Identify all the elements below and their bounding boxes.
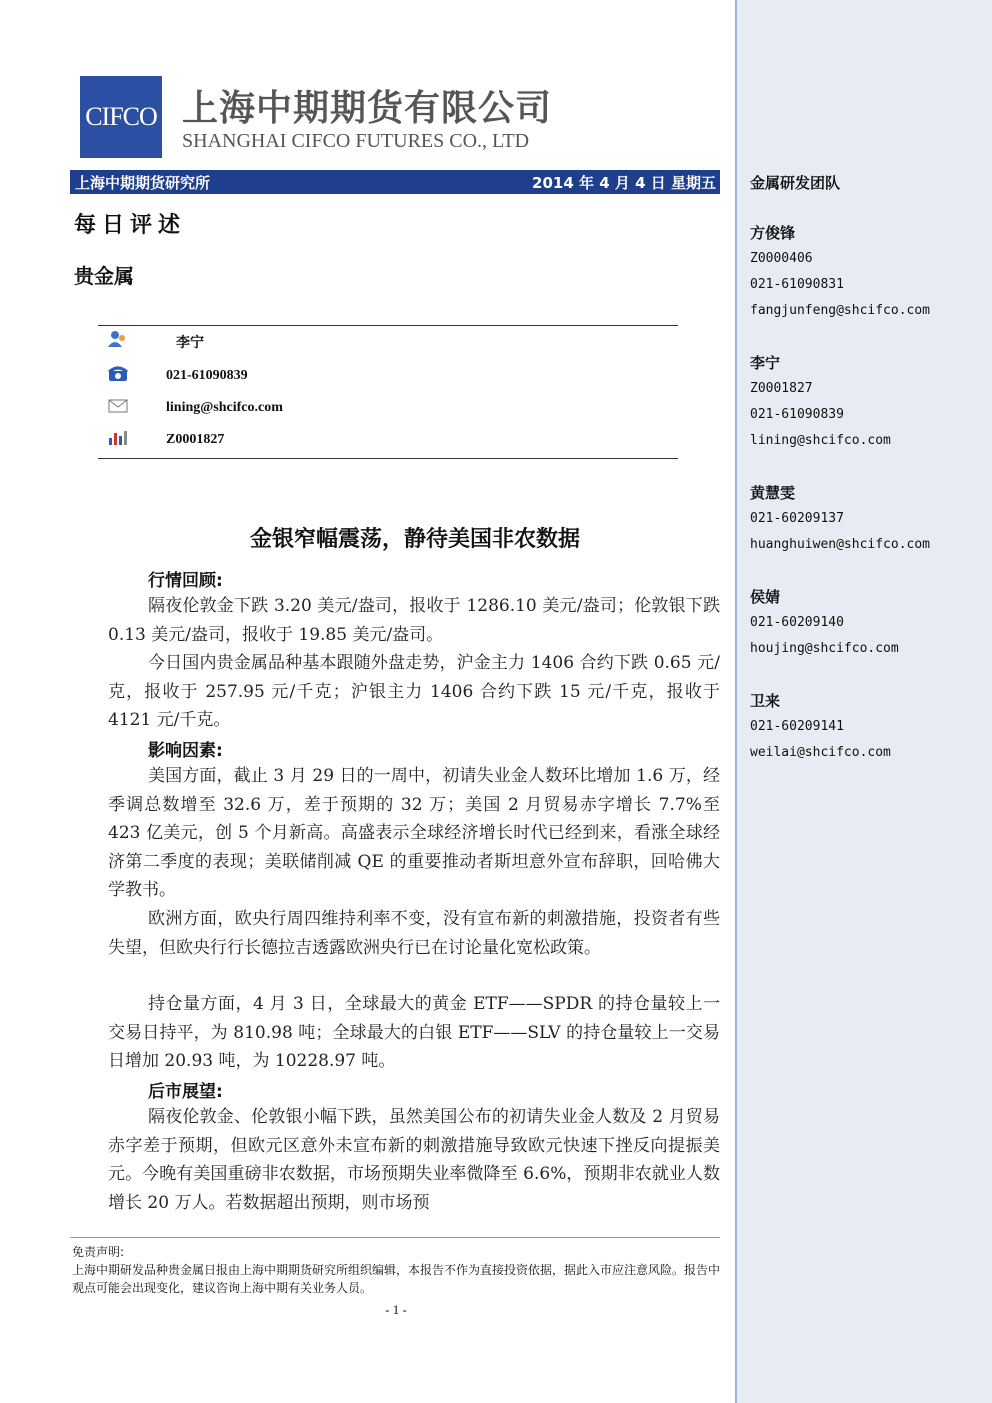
disclaimer-text: 上海中期研发品种贵金属日报由上海中期期货研究所组织编辑，本报告不作为直接投资依据，据此入市应注意风险。报告中观点可能会出现变化，建议咨询上海中期有关业务人员。 (72, 1263, 721, 1295)
member-email[interactable]: huanghuiwen@shcifco.com (750, 537, 931, 552)
company-name-cn: 上海中期期货有限公司 (182, 88, 553, 129)
page-number: - 1 - (385, 1302, 407, 1317)
analyst-name: 李宁 (176, 336, 204, 351)
paragraph-factors-3: 持仓量方面，4 月 3 日，全球最大的黄金 ETF——SPDR 的持仓量较上一交易日持平，为 810.98 吨；全球最大的白银 ETF——SLV 的持仓量较上一交易日增加 20.93 吨，为 10228.97 吨。 (108, 994, 720, 1071)
member-phone: 021-60209141 (750, 719, 844, 734)
person-icon (108, 330, 128, 352)
disclaimer-title: 免责声明: (72, 1245, 125, 1259)
member-name: 李宁 (750, 354, 781, 372)
header-bar (70, 170, 720, 194)
section-title-review: 行情回顾: (148, 571, 223, 591)
team-sidebar (735, 0, 992, 1403)
member-email[interactable]: weilai@shcifco.com (750, 745, 891, 760)
member-license: Z0000406 (750, 251, 813, 266)
member-license: Z0001827 (750, 381, 813, 396)
member-phone: 021-61090839 (750, 407, 844, 422)
company-logo-mark: CIFCO (80, 76, 162, 158)
member-phone: 021-60209140 (750, 615, 844, 630)
section-title-outlook: 后市展望: (148, 1082, 223, 1102)
member-email[interactable]: fangjunfeng@shcifco.com (750, 303, 931, 318)
chart-icon (108, 430, 128, 450)
envelope-icon (108, 398, 128, 418)
analyst-email[interactable]: lining@shcifco.com (166, 400, 283, 415)
analyst-license: Z0001827 (166, 432, 225, 447)
paragraph-review-2: 今日国内贵金属品种基本跟随外盘走势，沪金主力 1406 合约下跌 0.65 元/克，报收于 257.95 元/千克；沪银主力 1406 合约下跌 15 元/千克，报收于 4121 元/千克。 (108, 653, 720, 730)
company-name-en: SHANGHAI CIFCO FUTURES CO., LTD (182, 130, 530, 152)
telephone-icon (108, 366, 128, 386)
report-headline: 金银窄幅震荡，静待美国非农数据 (249, 527, 580, 552)
member-name: 方俊锋 (750, 224, 796, 242)
team-member (750, 584, 899, 662)
paragraph-outlook-1: 隔夜伦敦金、伦敦银小幅下跌，虽然美国公布的初请失业金人数及 2 月贸易赤字差于预期，但欧元区意外未宣布新的刺激措施导致欧元快速下挫反向提振美元。今晚有美国重磅非农数据，市场预期失业率微降至 6.6%，预期非农就业人数增长 20 万人。若数据超出预期，则市场预 (108, 1107, 720, 1213)
paragraph-review-1: 隔夜伦敦金下跌 3.20 美元/盎司，报收于 1286.10 美元/盎司；伦敦银下跌 0.13 美元/盎司，报收于 19.85 美元/盎司。 (108, 596, 720, 645)
analyst-box-top-rule (98, 325, 678, 326)
member-email[interactable]: houjing@shcifco.com (750, 641, 899, 656)
analyst-phone: 021-61090839 (166, 368, 248, 383)
footer-rule (70, 1237, 720, 1238)
member-name: 黄慧雯 (750, 484, 796, 502)
team-member (750, 688, 891, 766)
paragraph-factors-2: 欧洲方面，欧央行周四维持利率不变，没有宣布新的刺激措施，投资者有些失望，但欧央行行长德拉吉透露欧洲央行已在讨论量化宽松政策。 (108, 909, 720, 958)
member-name: 卫来 (750, 692, 781, 710)
team-title: 金属研发团队 (750, 174, 841, 192)
member-name: 侯婧 (750, 588, 781, 606)
report-category: 贵金属 (74, 264, 134, 288)
member-phone: 021-61090831 (750, 277, 844, 292)
team-member (750, 350, 891, 454)
team-member (750, 220, 930, 324)
member-email[interactable]: lining@shcifco.com (750, 433, 891, 448)
report-date: 2014 年 4 月 4 日 星期五 (532, 174, 716, 192)
paragraph-factors-1: 美国方面，截止 3 月 29 日的一周中，初请失业金人数环比增加 1.6 万，经季调总数增至 32.6 万，差于预期的 32 万；美国 2 月贸易赤字增长 7.7%至 423 亿美元，创 5 个月新高。高盛表示全球经济增长时代已经到来，看涨全球经济第二季度的表现；美联储削减 QE 的重要推动者斯坦意外宣布辞职，回哈佛大学教书。 (108, 766, 720, 900)
team-member (750, 480, 930, 558)
section-title-factors: 影响因素: (148, 741, 223, 761)
institute-name: 上海中期期货研究所 (75, 174, 211, 192)
member-phone: 021-60209137 (750, 511, 844, 526)
analyst-box-bottom-rule (98, 458, 678, 459)
report-type: 每日评述 (74, 213, 187, 238)
